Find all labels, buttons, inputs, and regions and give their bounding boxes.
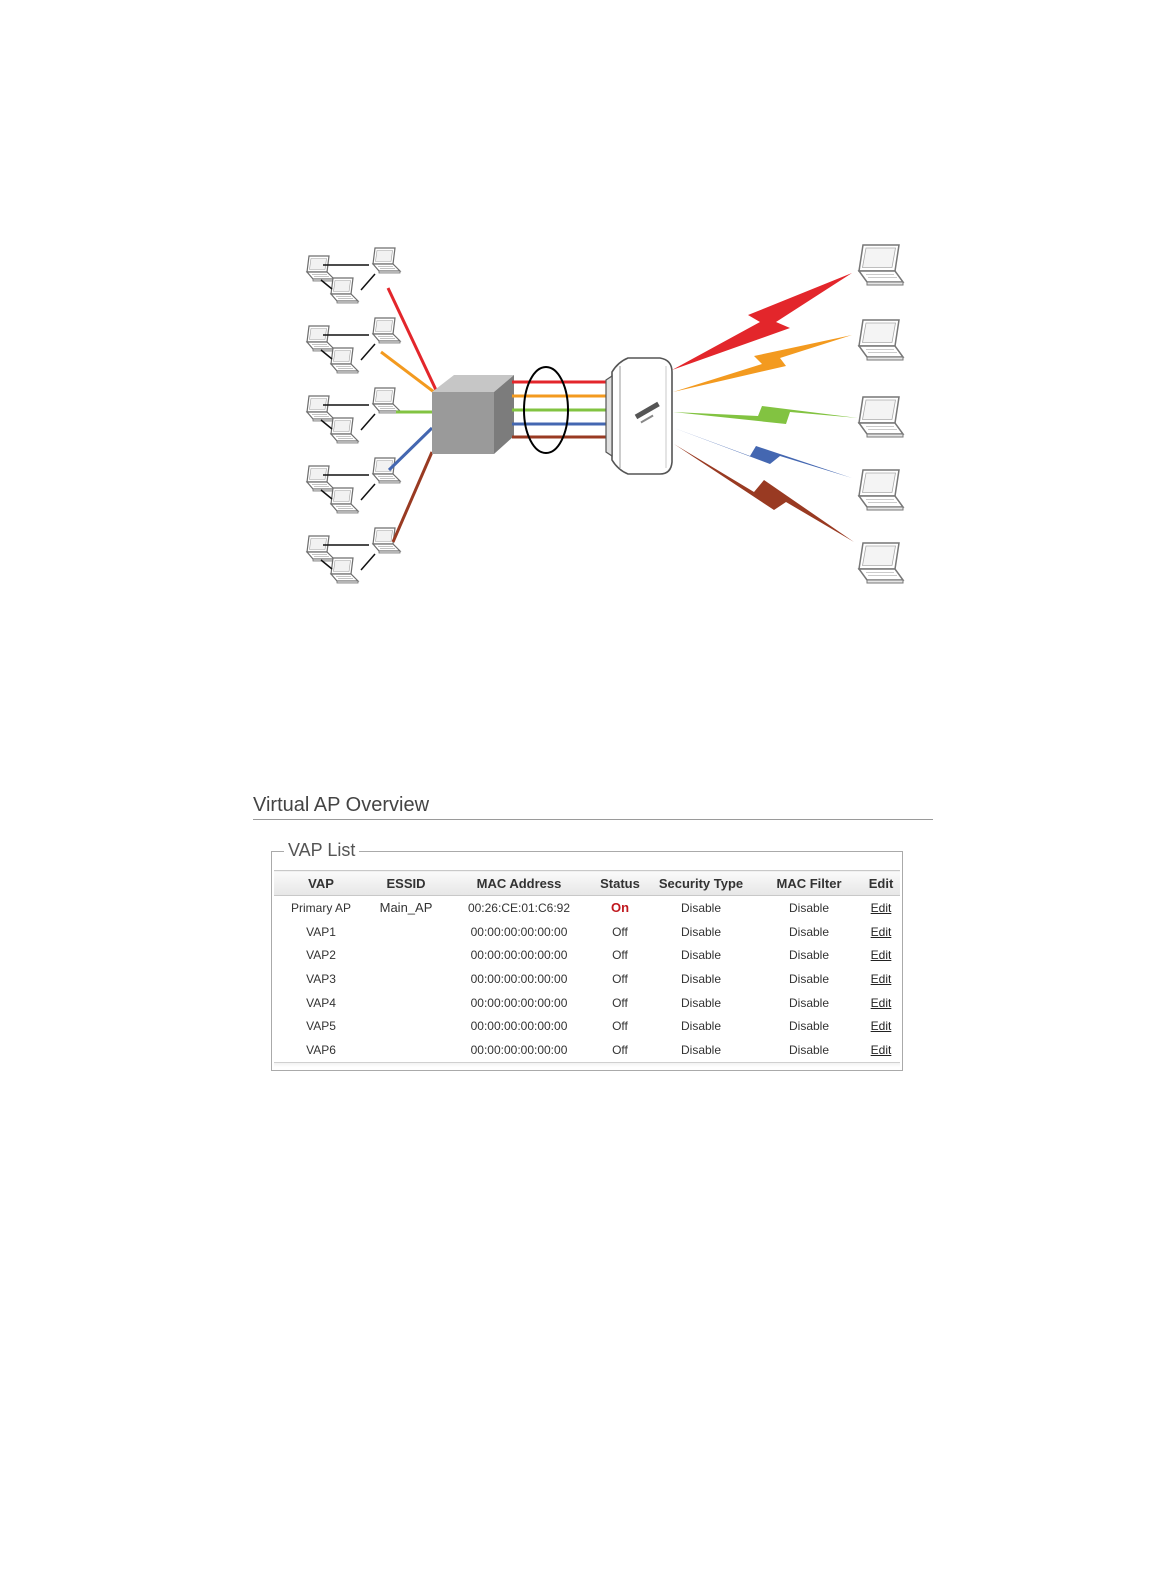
mac-address: 00:00:00:00:00:00 [470,995,568,1010]
laptop-cluster-2 [307,318,400,373]
status-badge: Off [612,1019,628,1034]
laptop-cluster-3 [307,388,400,443]
laptop-icon-4 [859,470,903,510]
col-header-essid: ESSID [368,871,444,896]
security-type: Disable [680,900,722,915]
vap-list-legend: VAP List [284,839,359,861]
page-title: Virtual AP Overview [253,793,933,820]
mac-filter: Disable [788,900,830,915]
vap-table [274,870,900,1062]
vlan-network-diagram [0,0,1166,700]
table-row [274,1038,900,1062]
table-row [274,967,900,991]
mac-filter: Disable [788,995,830,1010]
status-badge: Off [612,924,628,939]
laptop-cluster-1 [307,248,400,303]
essid [368,967,444,991]
table-row [274,920,900,944]
mac-address: 00:26:CE:01:C6:92 [467,900,571,915]
mac-filter: Disable [788,948,830,963]
edit-link[interactable]: Edit [870,995,892,1010]
status-badge: Off [612,995,628,1010]
col-header-vap: VAP [274,871,368,896]
col-header-edit: Edit [862,871,900,896]
essid [368,943,444,967]
essid [368,991,444,1015]
vap-name: VAP6 [306,1042,336,1057]
col-header-mac-filter: MAC Filter [756,871,862,896]
col-header-status: Status [594,871,646,896]
lightning-icon-blue [674,428,852,478]
security-type: Disable [680,924,722,939]
security-type: Disable [680,948,722,963]
table-row [274,991,900,1015]
mac-filter: Disable [788,1042,830,1057]
essid [368,1014,444,1038]
essid [368,920,444,944]
edit-link[interactable]: Edit [870,948,892,963]
laptop-icon-1 [859,245,903,285]
edit-link[interactable]: Edit [870,900,892,915]
vap-name: VAP1 [306,924,336,939]
edit-link[interactable]: Edit [870,924,892,939]
laptop-icon-3 [859,397,903,437]
mac-address: 00:00:00:00:00:00 [470,948,568,963]
vap-list-panel [271,840,903,1071]
status-badge: Off [612,1042,628,1057]
mac-filter: Disable [788,924,830,939]
mac-address: 00:00:00:00:00:00 [470,924,568,939]
table-header-row [274,871,900,896]
table-row [274,896,900,920]
status-badge: Off [612,971,628,986]
essid [368,1038,444,1062]
laptop-icon-2 [859,320,903,360]
lightning-icon-green [673,406,858,424]
edit-link[interactable]: Edit [870,1042,892,1057]
table-row [274,1014,900,1038]
mac-filter: Disable [788,971,830,986]
mac-filter: Disable [788,1019,830,1034]
status-badge: Off [612,948,628,963]
essid: Main_AP [379,900,433,916]
edit-link[interactable]: Edit [870,1019,892,1034]
switch-icon [432,375,514,454]
vap-name: Primary AP [290,900,351,915]
security-type: Disable [680,971,722,986]
edit-link[interactable]: Edit [870,971,892,986]
vap-name: VAP3 [306,971,336,986]
laptop-cluster-5 [307,528,400,583]
security-type: Disable [680,995,722,1010]
laptop-cluster-4 [307,458,400,513]
link-brown-left [393,452,432,542]
access-point-icon [606,358,672,474]
vap-name: VAP5 [306,1019,336,1034]
laptop-icon-5 [859,543,903,583]
vap-name: VAP4 [306,995,336,1010]
lightning-icon-orange [673,335,852,392]
table-footer-bar [274,1062,900,1067]
mac-address: 00:00:00:00:00:00 [470,1042,568,1057]
security-type: Disable [680,1019,722,1034]
col-header-mac: MAC Address [444,871,594,896]
vap-name: VAP2 [306,948,336,963]
security-type: Disable [680,1042,722,1057]
mac-address: 00:00:00:00:00:00 [470,1019,568,1034]
status-badge: On [610,900,630,916]
table-row [274,943,900,967]
mac-address: 00:00:00:00:00:00 [470,971,568,986]
col-header-security: Security Type [646,871,756,896]
